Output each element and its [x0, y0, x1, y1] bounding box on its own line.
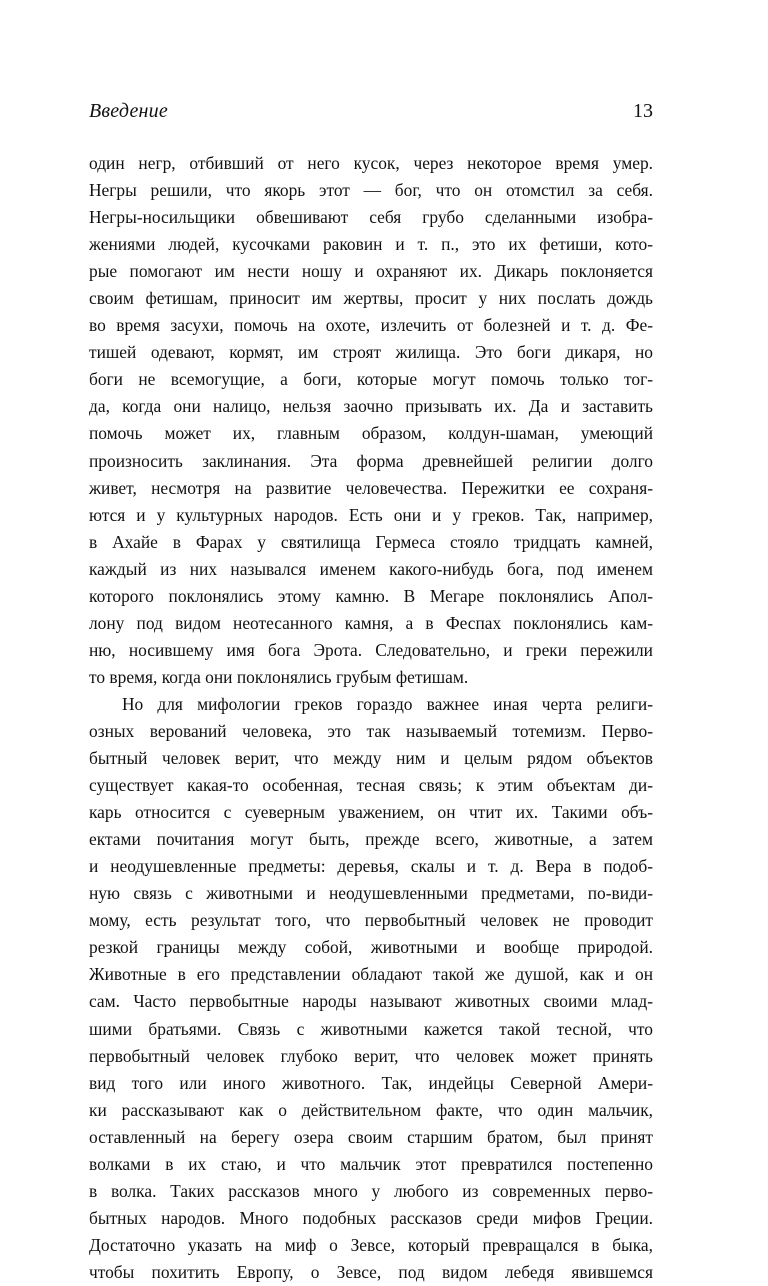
page-number: 13: [633, 100, 653, 122]
text-line: карь относится с суеверным уважением, он чтит их. Такими объ-: [89, 802, 653, 823]
running-head: Введение: [89, 100, 168, 122]
text-line: каждый из них назывался именем какого-нибудь бога, под именем: [89, 558, 653, 579]
text-line: Негры решили, что якорь этот — бог, что он отомстил за себя.: [89, 180, 653, 201]
text-line: ки рассказывают как о действительном факте, что один мальчик,: [89, 1099, 653, 1120]
text-line: Животные в его представлении обладают такой же душой, как и он: [89, 964, 653, 985]
text-line: живет, несмотря на развитие человечества. Пережитки ее сохраня-: [89, 477, 653, 498]
text-line: тишей одевают, кормят, им строят жилища. Это боги дикаря, но: [89, 342, 653, 363]
text-line: да, когда они налицо, нельзя заочно призывать их. Да и заставить: [89, 396, 653, 417]
body-text: [89, 150, 653, 1286]
text-line: которого поклонялись этому камню. В Мегаре поклонялись Апол-: [89, 585, 653, 606]
text-line: ню, носившему имя бога Эрота. Следовательно, и греки пережили: [89, 639, 653, 660]
text-line: ются и у культурных народов. Есть они и у греков. Так, например,: [89, 504, 653, 525]
text-line: вид того или иного животного. Так, индейцы Северной Амери-: [89, 1072, 653, 1093]
text-line: существует какая-то особенная, тесная связь; к этим объектам ди-: [89, 775, 653, 796]
text-line: волками в их стаю, и что мальчик этот превратился постепенно: [89, 1153, 653, 1174]
text-line: мому, есть результат того, что первобытный человек не проводит: [89, 910, 653, 931]
text-line: ектами почитания могут быть, прежде всего, животные, а затем: [89, 829, 653, 850]
text-line: то время, когда они поклонялись грубым фетишам.: [89, 666, 469, 687]
text-line: озных верований человека, это так называемый тотемизм. Перво-: [89, 720, 653, 741]
text-line: шими братьями. Связь с животными кажется такой тесной, что: [89, 1018, 653, 1039]
text-line: первобытный человек глубоко верит, что человек может принять: [89, 1045, 653, 1066]
text-line: Негры-носильщики обвешивают себя грубо сделанными изобра-: [89, 207, 653, 228]
text-line: резкой границы между собой, животными и вообще природой.: [89, 937, 653, 958]
text-line: своим фетишам, приносит им жертвы, просит у них послать дождь: [89, 288, 653, 309]
text-line: и неодушевленные предметы: деревья, скалы и т. д. Вера в подоб-: [89, 856, 653, 877]
text-line: боги не всемогущие, а боги, которые могут помочь только тог-: [89, 369, 653, 390]
text-line: жениями людей, кусочками раковин и т. п., это их фетиши, кото-: [89, 234, 653, 255]
text-line: оставленный на берегу озера своим старшим братом, был принят: [89, 1126, 653, 1147]
text-line: чтобы похитить Европу, о Зевсе, под видом лебедя явившемся: [89, 1261, 653, 1282]
text-line: Но для мифологии греков гораздо важнее иная черта религи-: [122, 693, 653, 714]
text-line: один негр, отбивший от него кусок, через некоторое время умер.: [89, 153, 653, 173]
text-line: бытный человек верит, что между ним и целым рядом объектов: [89, 748, 653, 769]
text-line: в Ахайе в Фарах у святилища Гермеса стояло тридцать камней,: [89, 531, 653, 552]
text-line: произносить заклинания. Эта форма древнейшей религии долго: [89, 450, 653, 471]
text-line: рые помогают им нести ношу и охраняют их. Дикарь поклоняется: [89, 261, 653, 282]
text-line: бытных народов. Много подобных рассказов среди мифов Греции.: [89, 1207, 653, 1228]
text-line: лону под видом неотесанного камня, а в Феспах поклонялись кам-: [89, 612, 653, 633]
text-line: ную связь с животными и неодушевленными предметами, по-види-: [89, 883, 653, 904]
text-line: во время засухи, помочь на охоте, излечить от болезней и т. д. Фе-: [89, 315, 653, 336]
text-line: Достаточно указать на миф о Зевсе, который превращался в быка,: [89, 1234, 653, 1255]
text-line: сам. Часто первобытные народы называют животных своими млад-: [89, 991, 653, 1012]
text-line: в волка. Таких рассказов много у любого из современных перво-: [89, 1180, 653, 1201]
text-line: помочь может их, главным образом, колдун-шаман, умеющий: [89, 423, 653, 444]
